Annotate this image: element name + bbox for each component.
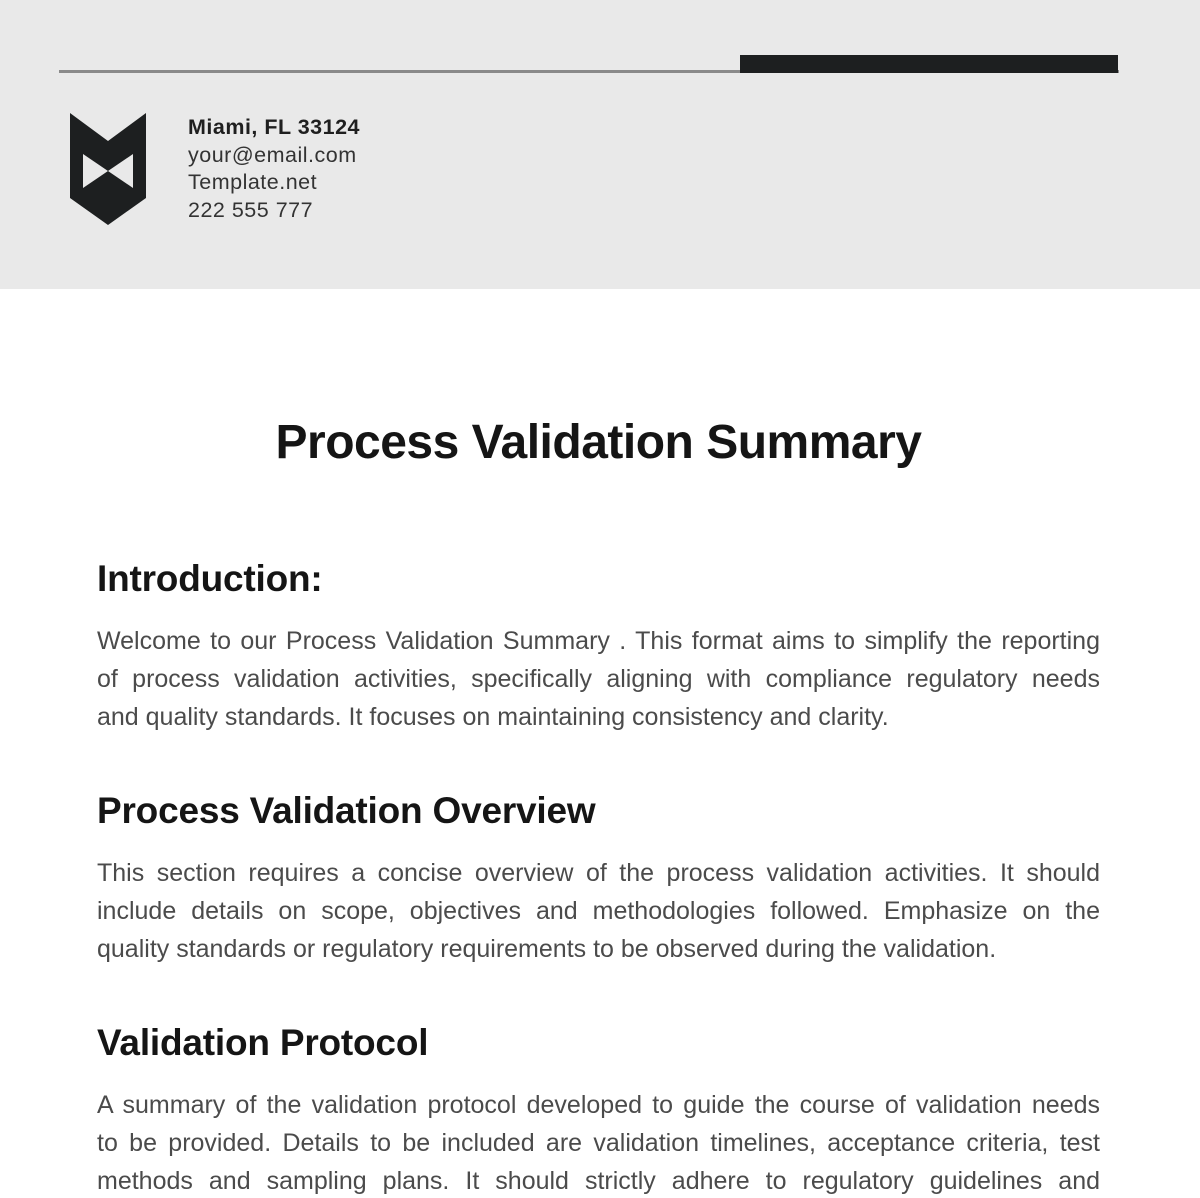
paragraph-line: This section requires a concise overview of the process validation activities. It should bbox=[97, 859, 1100, 887]
section-heading-overview: Process Validation Overview bbox=[97, 790, 596, 831]
paragraph-line: Welcome to our Process Validation Summary . This format aims to simplify the reporting bbox=[97, 627, 1100, 655]
paragraph-line: and quality standards. It focuses on maintaining consistency and clarity. bbox=[97, 703, 889, 731]
paragraph-line: quality standards or regulatory requirements to be observed during the validation. bbox=[97, 935, 997, 963]
contact-email: your@email.com bbox=[188, 142, 357, 167]
section-heading-introduction: Introduction: bbox=[97, 558, 323, 599]
header-accent-bar bbox=[740, 55, 1118, 73]
section-heading-protocol: Validation Protocol bbox=[97, 1022, 429, 1063]
document-title: Process Validation Summary bbox=[275, 416, 922, 469]
section-paragraph-introduction bbox=[97, 622, 1100, 736]
document-body bbox=[97, 289, 1100, 1198]
paragraph-line: methods and sampling plans. It should strictly adhere to regulatory guidelines and bbox=[97, 1167, 1100, 1195]
contact-address: Miami, FL 33124 bbox=[188, 115, 361, 139]
paragraph-line: include details on scope, objectives and methodologies followed. Emphasize on the bbox=[97, 897, 1100, 925]
paragraph-line: of process validation activities, specifically aligning with compliance regulatory needs bbox=[97, 665, 1100, 693]
paragraph-line: to be provided. Details to be included are validation timelines, acceptance criteria, test bbox=[97, 1129, 1100, 1157]
section-paragraph-overview bbox=[97, 854, 1100, 968]
paragraph-line: A summary of the validation protocol developed to guide the course of validation needs bbox=[97, 1091, 1100, 1119]
letterhead-header bbox=[0, 0, 1200, 289]
section-paragraph-protocol bbox=[97, 1086, 1100, 1198]
m-shield-logo-icon bbox=[70, 113, 146, 225]
contact-phone: 222 555 777 bbox=[188, 197, 314, 222]
contact-block bbox=[188, 114, 360, 224]
contact-website: Template.net bbox=[188, 170, 318, 194]
